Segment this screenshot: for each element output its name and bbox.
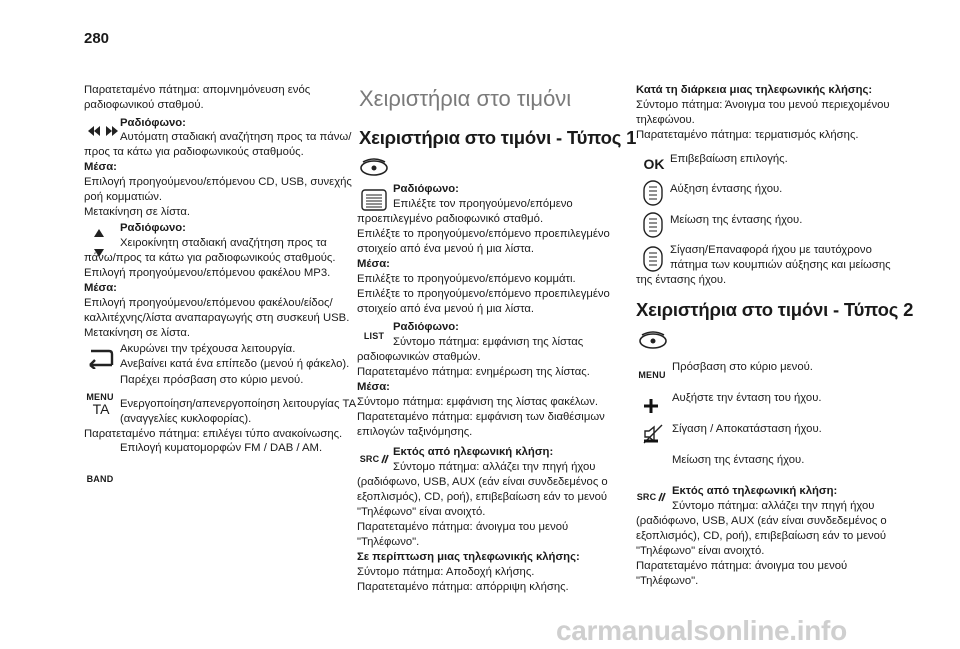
text-line: προεπιλεγμένο ραδιοφωνικό σταθμό. <box>357 213 544 225</box>
text-line: Παρατεταμένο πάτημα: επιλέγει τύπο ανακοίνωσης. <box>84 428 343 440</box>
text-line: Σίγαση/Επαναφορά ήχου με ταυτόχρονο <box>670 244 872 256</box>
minus-icon <box>642 436 660 446</box>
plus-icon <box>642 397 660 415</box>
text-line: επιλογών ταξινόμησης. <box>357 426 473 438</box>
text-line: ραδιοφωνικών σταθμών. <box>357 351 481 363</box>
text-line: Επιλογή προηγούμενου/επόμενου CD, USB, συνεχής <box>84 176 352 188</box>
band-icon: BAND <box>86 474 114 484</box>
src-icon-label: SRC <box>636 492 657 502</box>
call-heading: Εκτός από ηλεφωνική κλήση: <box>393 446 554 458</box>
text-line: (ραδιόφωνο, USB, AUX (εάν είναι συνδεδεμένος ο <box>357 476 608 488</box>
text-line: Σύντομο πάτημα: εμφάνιση της λίστας φακέλων. <box>357 396 599 408</box>
type2-heading: Χειριστήρια στο τιμόνι - Τύπος 2 <box>636 299 914 320</box>
src-icon-label: SRC <box>359 454 380 464</box>
text-line: Αυξήστε την ένταση του ήχου. <box>672 392 822 404</box>
text-line: της έντασης ήχου. <box>636 274 727 286</box>
text-line: Παρέχει πρόσβαση στο κύριο μενού. <box>120 374 304 386</box>
type1-heading: Χειριστήρια στο τιμόνι - Τύπος 1 <box>359 127 637 148</box>
radio-label: Ραδιόφωνο: <box>393 321 459 333</box>
text-line: Ακυρώνει την τρέχουσα λειτουργία. <box>120 343 296 355</box>
steering-wheel-icon <box>359 155 389 177</box>
text-line: στοιχείο από ένα μενού ή μια λίστα. <box>357 243 535 255</box>
text-line: "Τηλέφωνο". <box>636 575 699 587</box>
text-line: Παρατεταμένο πάτημα: τερματισμός κλήσης. <box>636 129 859 141</box>
text-line: Παρατεταμένο πάτημα: απομνημόνευση ενός <box>84 84 311 96</box>
text-line: Μείωση της έντασης ήχου. <box>672 454 805 466</box>
media-label: Μέσα: <box>84 161 117 173</box>
text-line: στοιχείο από ένα μενού ή μια λίστα. <box>357 303 535 315</box>
text-line: Επιλέξτε το προηγούμενο/επόμενο προεπιλεγμένο <box>357 288 610 300</box>
back-icon <box>88 346 114 370</box>
text-line: Σίγαση / Αποκατάσταση ήχου. <box>672 423 822 435</box>
text-line: ραδιοφωνικού σταθμού. <box>84 99 204 111</box>
text-line: "Τηλέφωνο". <box>357 536 420 548</box>
menu-icon: MENU <box>86 392 114 402</box>
src-icon <box>636 490 668 504</box>
call-heading: Σε περίπτωση μιας τηλεφωνικής κλήσης: <box>357 551 580 563</box>
thumbwheel-icon <box>360 188 388 212</box>
text-line: πάτημα των κουμπιών αύξησης και μείωσης <box>670 259 891 271</box>
text-line: Ενεργοποίηση/απενεργοποίηση λειτουργίας TA <box>120 398 357 410</box>
text-line: Μείωση της έντασης ήχου. <box>670 214 803 226</box>
text-line: Σύντομο πάτημα: Αποδοχή κλήσης. <box>357 566 535 578</box>
text-line: πάνω/προς τα κάτω για ραδιοφωνικούς σταθμούς. <box>84 252 336 264</box>
text-line: Μετακίνηση σε λίστα. <box>84 327 191 339</box>
volume-wheel-down-icon <box>640 210 666 240</box>
text-line: καλλιτέχνης/λίστα αναπαραγωγής στη συσκευή USB. <box>84 312 350 324</box>
text-line: Παρατεταμένο πάτημα: ενημέρωση της λίστας. <box>357 366 590 378</box>
text-line: Σύντομο πάτημα: αλλάζει την πηγή ήχου <box>672 500 875 512</box>
media-label: Μέσα: <box>357 381 390 393</box>
text-line: Χειροκίνητη σταδιακή αναζήτηση προς τα <box>120 237 327 249</box>
section-title: Χειριστήρια στο τιμόνι <box>359 86 572 111</box>
list-icon: LIST <box>363 331 385 341</box>
text-line: ροή κομματιών. <box>84 191 163 203</box>
text-line: Επιλέξτε το προηγούμενο/επόμενο κομμάτι. <box>357 273 576 285</box>
watermark: carmanualsonline.info <box>556 615 847 646</box>
text-line: Πρόσβαση στο κύριο μενού. <box>672 361 813 373</box>
text-line: Επιλογή κυματομορφών FM / DAB / AM. <box>120 442 323 454</box>
text-line: Επιλέξτε τον προηγούμενο/επόμενο <box>393 198 573 210</box>
text-line: Σύντομο πάτημα: Άνοιγμα του μενού περιεχομένου <box>636 99 890 111</box>
radio-label: Ραδιόφωνο: <box>120 222 186 234</box>
text-line: Επιλογή προηγούμενου/επόμενου φακέλου MP3. <box>84 267 331 279</box>
text-line: Επιλογή προηγούμενου/επόμενου φακέλου/είδος/ <box>84 297 333 309</box>
call-heading: Κατά τη διάρκεια μιας τηλεφωνικής κλήσης: <box>636 84 873 96</box>
call-heading: Εκτός από τηλεφωνική κλήση: <box>672 485 838 497</box>
text-line: Παρατεταμένο πάτημα: άνοιγμα του μενού <box>357 521 569 533</box>
text-line: (ραδιόφωνο, USB, AUX (εάν είναι συνδεδεμένος ο <box>636 515 887 527</box>
page-number: 280 <box>84 30 110 47</box>
media-label: Μέσα: <box>357 258 390 270</box>
text-line: Επιβεβαίωση επιλογής. <box>670 153 788 165</box>
text-line: "Τηλέφωνο" είναι ανοιχτό. <box>636 545 765 557</box>
text-line: Μετακίνηση σε λίστα. <box>84 206 191 218</box>
mute-wheel-icon <box>640 244 666 274</box>
media-label: Μέσα: <box>84 282 117 294</box>
text-line: Σύντομο πάτημα: εμφάνιση της λίστας <box>393 336 584 348</box>
volume-wheel-up-icon <box>640 178 666 208</box>
steering-wheel-icon <box>638 328 668 350</box>
text-line: Σύντομο πάτημα: αλλάζει την πηγή ήχου <box>393 461 596 473</box>
text-line: (αναγγελίες κυκλοφορίας). <box>120 413 252 425</box>
ta-icon: TA <box>92 401 110 417</box>
text-line: Παρατεταμένο πάτημα: εμφάνιση των διαθέσιμων <box>357 411 605 423</box>
text-line: εξοπλισμός), CD, ροή), επιβεβαίωση εάν το μενού <box>636 530 887 542</box>
radio-label: Ραδιόφωνο: <box>120 117 186 129</box>
seek-arrows-icon <box>88 124 118 138</box>
text-line: τηλεφώνου. <box>636 114 695 126</box>
text-line: Αύξηση έντασης ήχου. <box>670 183 783 195</box>
text-line: Αυτόματη σταδιακή αναζήτηση προς τα πάνω/ <box>120 131 352 143</box>
text-line: Επιλέξτε το προηγούμενο/επόμενο προεπιλεγμένο <box>357 228 610 240</box>
radio-label: Ραδιόφωνο: <box>393 183 459 195</box>
text-line: Παρατεταμένο πάτημα: απόρριψη κλήσης. <box>357 581 569 593</box>
text-line: Παρατεταμένο πάτημα: άνοιγμα του μενού <box>636 560 848 572</box>
menu-icon: MENU <box>638 370 666 380</box>
ok-icon: OK <box>643 156 665 172</box>
text-line: προς τα κάτω για ραδιοφωνικούς σταθμούς. <box>84 146 304 158</box>
text-line: εξοπλισμός), CD, ροή), επιβεβαίωση εάν το μενού <box>357 491 608 503</box>
src-icon <box>359 452 391 466</box>
text-line: "Τηλέφωνο" είναι ανοιχτό. <box>357 506 486 518</box>
text-line: Ανεβαίνει κατά ένα επίπεδο (μενού ή φάκελο). <box>120 358 350 370</box>
